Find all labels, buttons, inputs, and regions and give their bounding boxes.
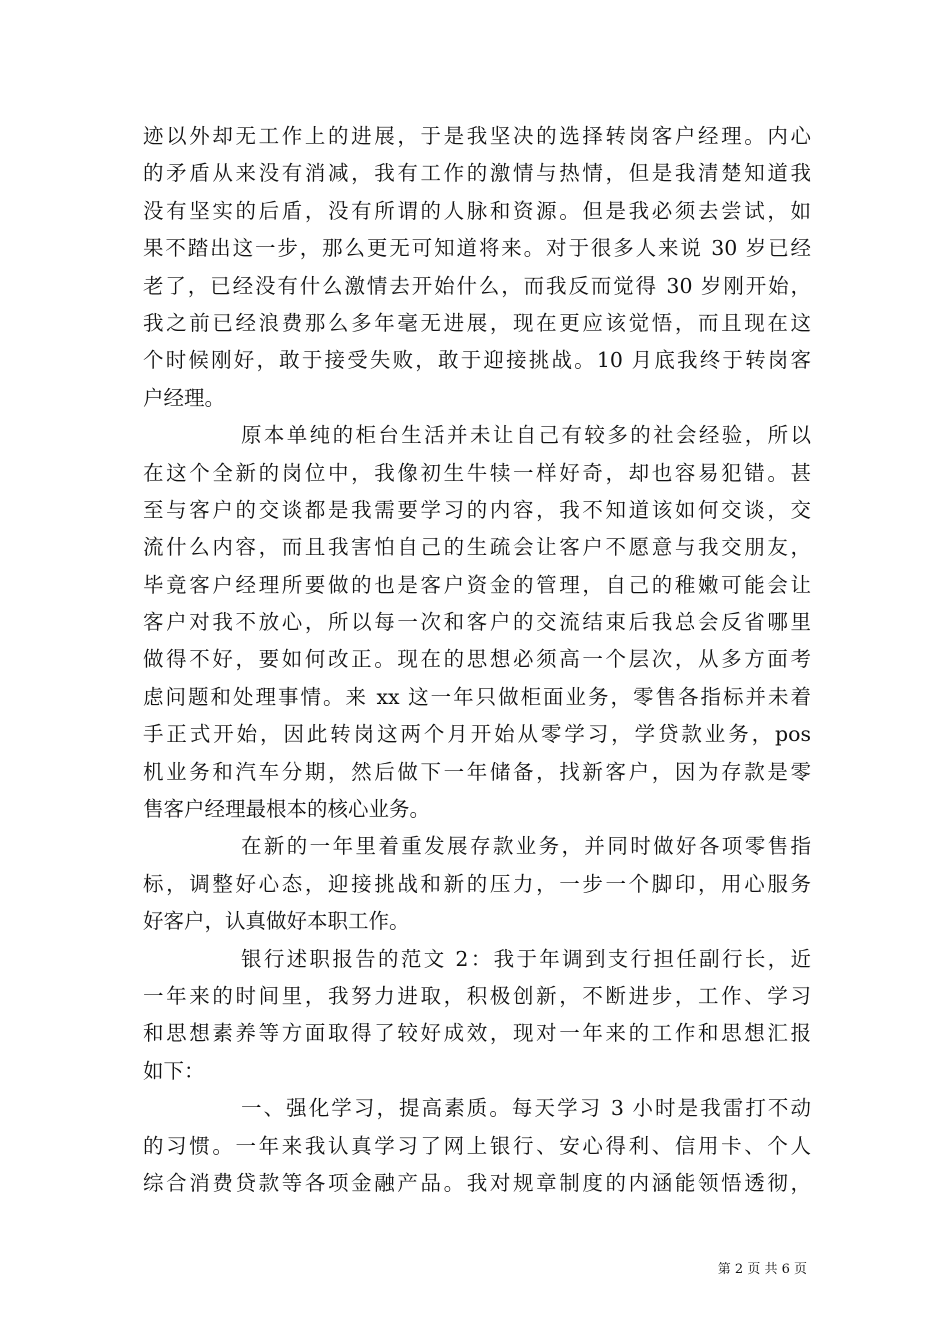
text-line: 的矛盾从来没有消减，我有工作的激情与热情，但是我清楚知道我 [143,161,811,186]
text-line: 银行述职报告的范文 2：我于年调到支行担任副行长，近 [241,946,811,971]
text-line: 老了，已经没有什么激情去开始什么，而我反而觉得 30 岁刚开始， [143,273,811,298]
text-line: 标，调整好心态，迎接挑战和新的压力，一步一个脚印，用心服务 [143,871,811,896]
text-line: 做得不好，要如何改正。现在的思想必须高一个层次，从多方面考 [143,647,811,672]
text-line: 售客户经理最根本的核心业务。 [143,797,430,822]
text-line: 客户对我不放心，所以每一次和客户的交流结束后我总会反省哪里 [143,610,811,635]
document-body [143,118,811,1202]
paragraph [143,941,811,1091]
text-line: 至与客户的交谈都是我需要学习的内容，我不知道该如何交谈，交 [143,497,811,522]
text-line: 综合消费贷款等各项金融产品。我对规章制度的内涵能领悟透彻， [143,1170,811,1195]
text-line: 原本单纯的柜台生活并未让自己有较多的社会经验，所以 [241,423,811,448]
page-number-footer: 第 2 页 共 6 页 [717,1262,807,1277]
text-line: 的习惯。一年来我认真学习了网上银行、安心得利、信用卡、个人 [143,1133,811,1158]
text-line: 机业务和汽车分期，然后做下一年储备，找新客户，因为存款是零 [143,759,811,784]
text-line: 毕竟客户经理所要做的也是客户资金的管理，自己的稚嫩可能会让 [143,572,811,597]
text-line: 一年来的时间里，我努力进取，积极创新，不断进步，工作、学习 [143,983,811,1008]
text-line: 如下： [143,1058,205,1083]
text-line: 户经理。 [143,385,225,410]
text-line: 个时候刚好，敢于接受失败，敢于迎接挑战。10 月底我终于转岗客 [143,348,811,373]
text-line: 迹以外却无工作上的进展，于是我坚决的选择转岗客户经理。内心 [143,124,811,148]
text-line: 在这个全新的岗位中，我像初生牛犊一样好奇，却也容易犯错。甚 [143,460,811,485]
paragraph [143,118,811,417]
text-line: 好客户，认真做好本职工作。 [143,909,410,934]
paragraph [143,1090,811,1202]
text-line: 我之前已经浪费那么多年毫无进展，现在更应该觉悟，而且现在这 [143,310,811,335]
text-line: 在新的一年里着重发展存款业务，并同时做好各项零售指 [241,834,811,859]
text-line: 和思想素养等方面取得了较好成效，现对一年来的工作和思想汇报 [143,1021,811,1046]
text-line: 没有坚实的后盾，没有所谓的人脉和资源。但是我必须去尝试，如 [143,198,811,223]
text-line: 手正式开始，因此转岗这两个月开始从零学习，学贷款业务，pos [143,722,811,747]
paragraph [143,417,811,828]
text-line: 流什么内容，而且我害怕自己的生疏会让客户不愿意与我交朋友， [143,535,811,560]
text-line: 虑问题和处理事情。来 xx 这一年只做柜面业务，零售各指标并未着 [143,684,811,709]
text-line: 果不踏出这一步，那么更无可知道将来。对于很多人来说 30 岁已经 [143,236,811,261]
paragraph [143,828,811,940]
text-line: 一、强化学习，提高素质。每天学习 3 小时是我雷打不动 [241,1096,811,1121]
